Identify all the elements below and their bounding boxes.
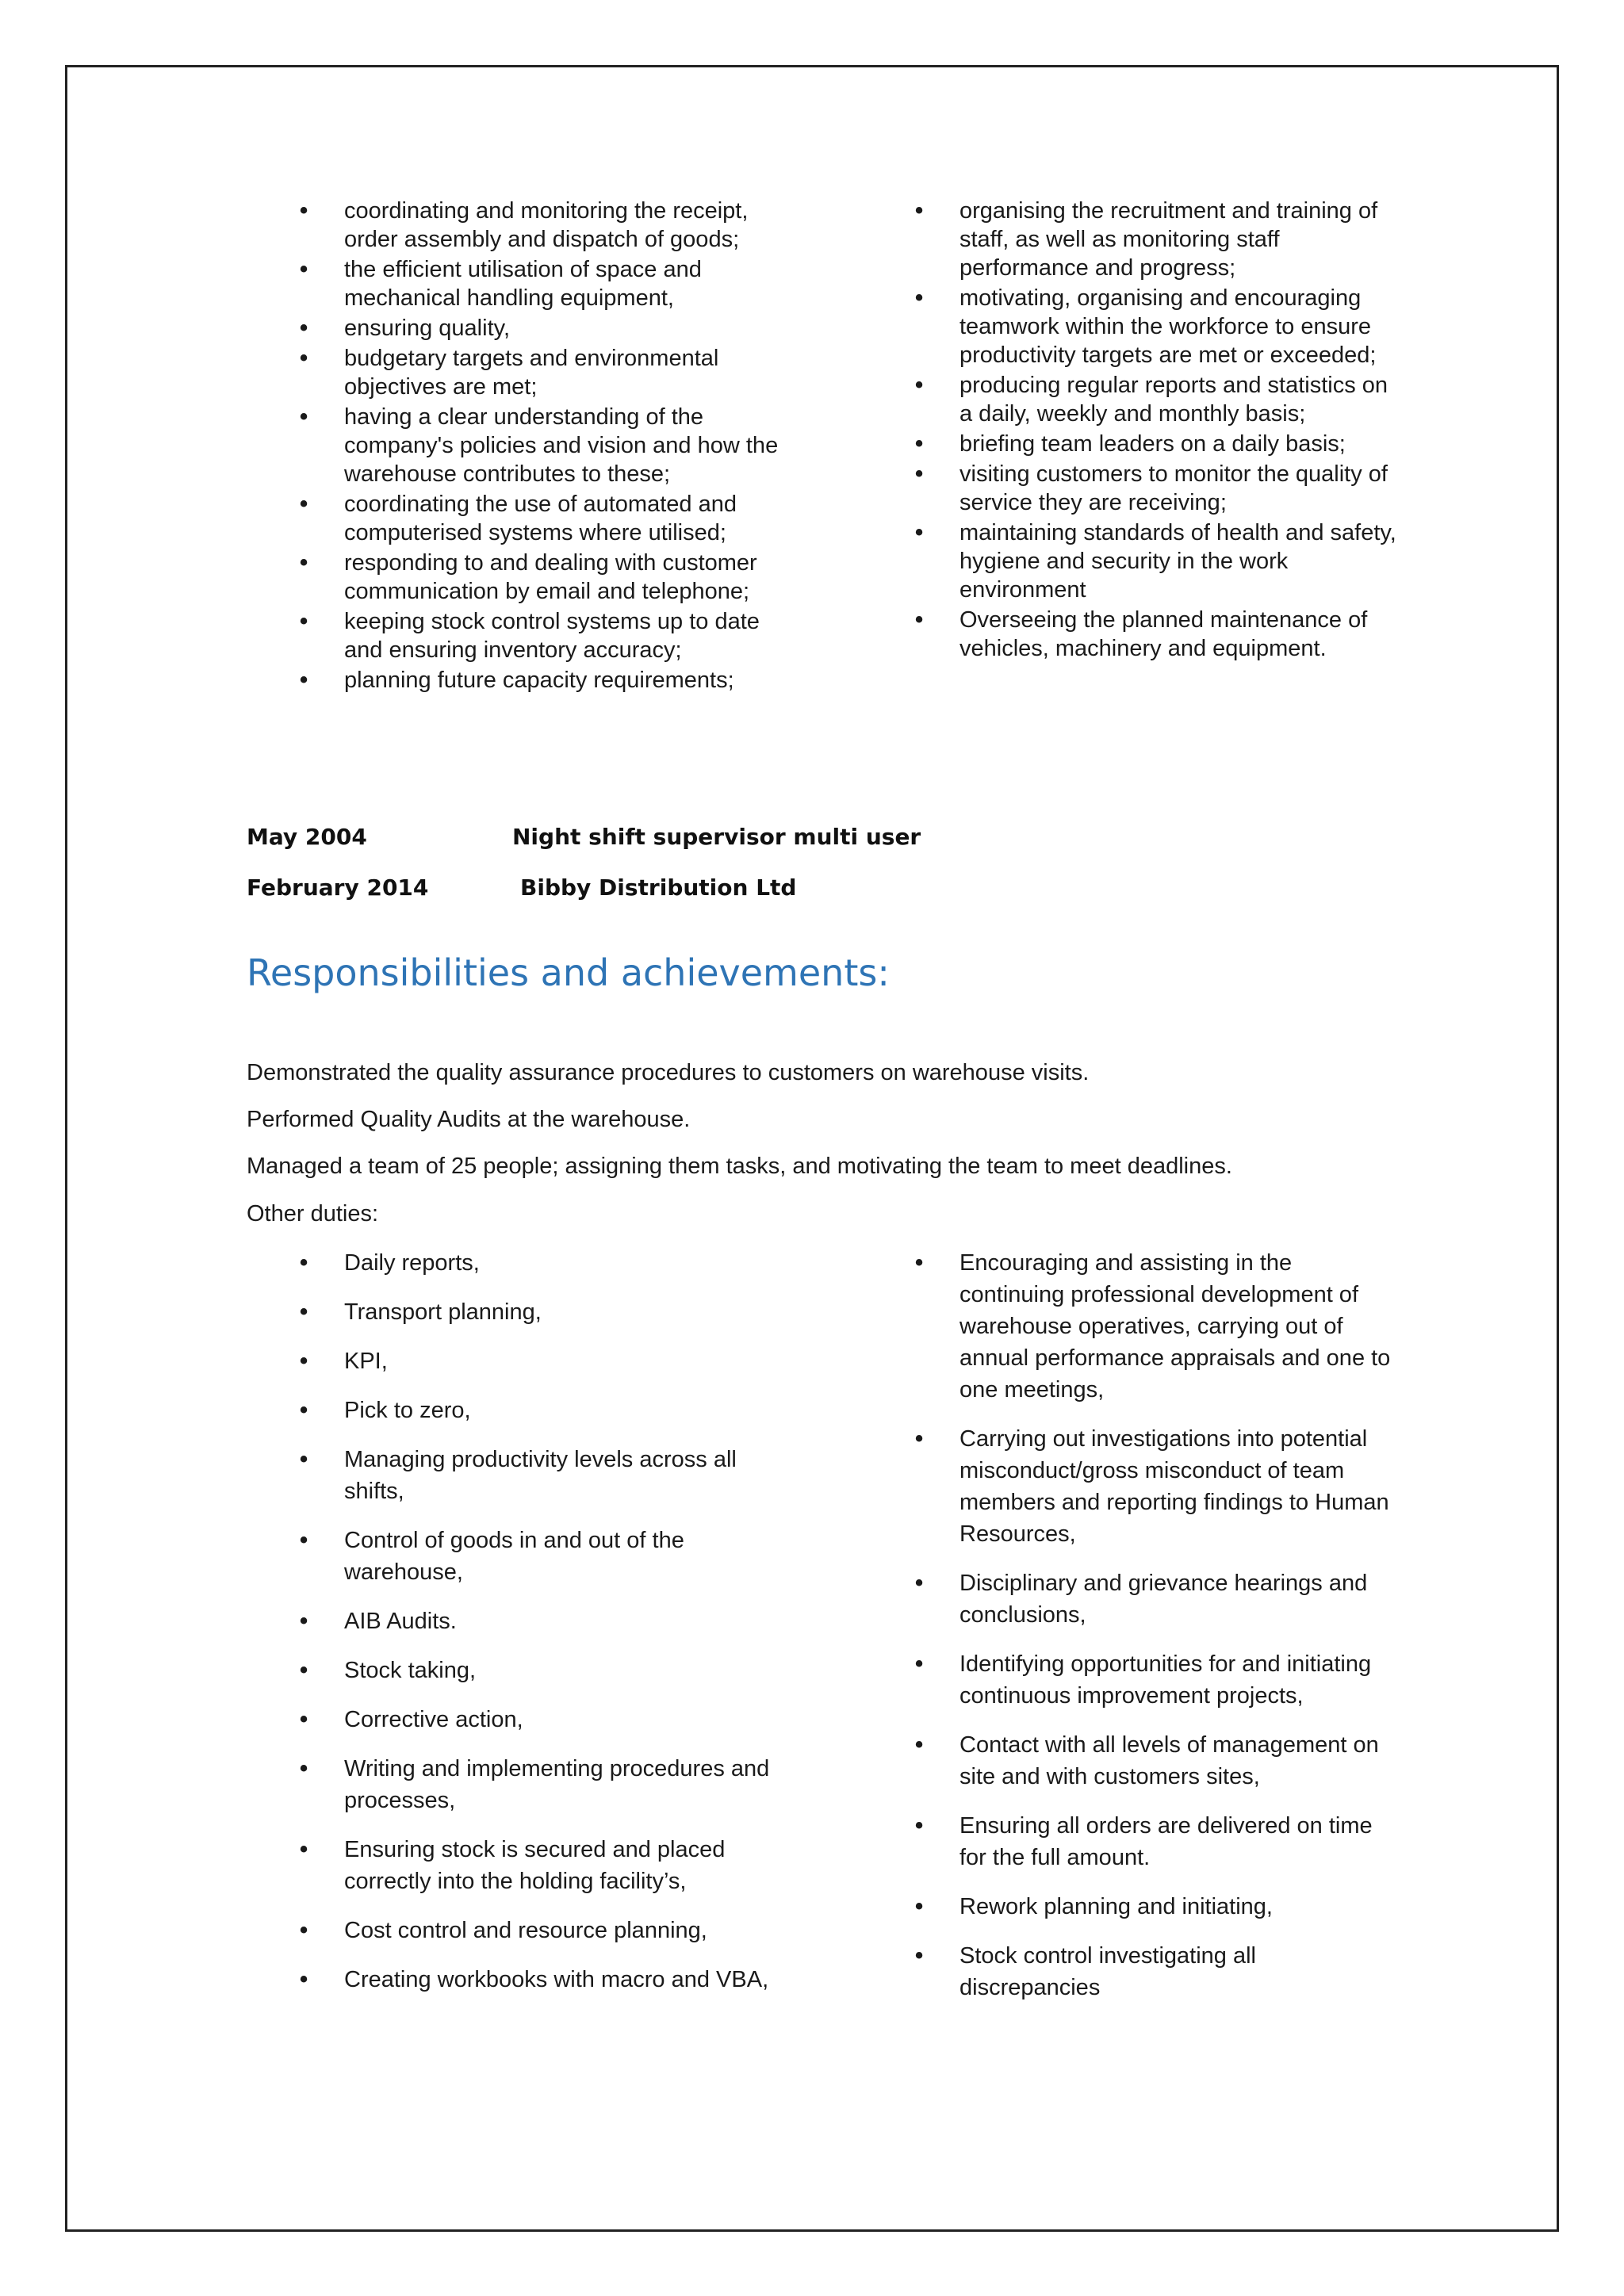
other-duties-left-list <box>293 1247 785 2013</box>
list-item: • briefing team leaders on a daily basis; <box>909 430 1400 458</box>
list-item: • Control of goods in and out of the warehouse, <box>293 1525 785 1588</box>
list-item: • Rework planning and initiating, <box>909 1891 1400 1923</box>
list-item: • budgetary targets and environmental objectives are met; <box>293 344 785 401</box>
paragraph: Managed a team of 25 people; assigning them tasks, and motivating the team to meet deadlines. <box>247 1154 1232 1179</box>
list-item: • coordinating the use of automated and computerised systems where utilised; <box>293 490 785 547</box>
list-item: • Carrying out investigations into potential misconduct/gross misconduct of team members and reporting findings to Human Resources, <box>909 1423 1400 1550</box>
list-item: • Disciplinary and grievance hearings and conclusions, <box>909 1567 1400 1631</box>
list-item: • KPI, <box>293 1345 785 1377</box>
list-item: • Cost control and resource planning, <box>293 1915 785 1946</box>
top-right-bullet-list <box>909 197 1400 664</box>
list-item: • visiting customers to monitor the quality of service they are receiving; <box>909 460 1400 517</box>
job-company: Bibby Distribution Ltd <box>520 874 797 901</box>
list-item: • Managing productivity levels across all shifts, <box>293 1444 785 1507</box>
job-date-start: May 2004 <box>247 824 367 850</box>
list-item: • motivating, organising and encouraging teamwork within the workforce to ensure productivity targets are met or exceeded; <box>909 284 1400 369</box>
list-item: • having a clear understanding of the company's policies and vision and how the warehouse contributes to these; <box>293 403 785 488</box>
list-item: • Daily reports, <box>293 1247 785 1279</box>
list-item: • coordinating and monitoring the receipt, order assembly and dispatch of goods; <box>293 197 785 254</box>
list-item: • Transport planning, <box>293 1296 785 1328</box>
other-duties-right-list <box>909 1247 1400 2021</box>
list-item: • Stock control investigating all discrepancies <box>909 1940 1400 2003</box>
paragraph: Demonstrated the quality assurance procedures to customers on warehouse visits. <box>247 1060 1090 1085</box>
list-item: • responding to and dealing with customer communication by email and telephone; <box>293 549 785 606</box>
list-item: • Creating workbooks with macro and VBA, <box>293 1964 785 1996</box>
job-date-end: February 2014 <box>247 874 429 901</box>
list-item: • keeping stock control systems up to date and ensuring inventory accuracy; <box>293 607 785 664</box>
list-item: • AIB Audits. <box>293 1605 785 1637</box>
list-item: • maintaining standards of health and safety, hygiene and security in the work environment <box>909 519 1400 604</box>
list-item: • Writing and implementing procedures and processes, <box>293 1753 785 1816</box>
list-item: • producing regular reports and statistics on a daily, weekly and monthly basis; <box>909 371 1400 428</box>
list-item: • Overseeing the planned maintenance of vehicles, machinery and equipment. <box>909 606 1400 663</box>
list-item: • Ensuring all orders are delivered on time for the full amount. <box>909 1810 1400 1873</box>
list-item: • organising the recruitment and training of staff, as well as monitoring staff performance and progress; <box>909 197 1400 282</box>
list-item: • Identifying opportunities for and initiating continuous improvement projects, <box>909 1648 1400 1712</box>
section-heading: Responsibilities and achievements: <box>247 951 890 994</box>
paragraph: Performed Quality Audits at the warehouse. <box>247 1107 691 1132</box>
list-item: • Ensuring stock is secured and placed correctly into the holding facility’s, <box>293 1834 785 1897</box>
top-left-bullet-list <box>293 197 785 696</box>
list-item: • Encouraging and assisting in the continuing professional development of warehouse operatives, carrying out of annual performance appraisals and one to one meetings, <box>909 1247 1400 1406</box>
list-item: • Corrective action, <box>293 1704 785 1735</box>
list-item: • Stock taking, <box>293 1655 785 1686</box>
job-title: Night shift supervisor multi user <box>512 824 921 850</box>
list-item: • the efficient utilisation of space and mechanical handling equipment, <box>293 255 785 312</box>
list-item: • Pick to zero, <box>293 1395 785 1426</box>
list-item: • ensuring quality, <box>293 314 785 342</box>
paragraph: Other duties: <box>247 1201 379 1226</box>
list-item: • Contact with all levels of management on site and with customers sites, <box>909 1729 1400 1793</box>
list-item: • planning future capacity requirements; <box>293 666 785 695</box>
